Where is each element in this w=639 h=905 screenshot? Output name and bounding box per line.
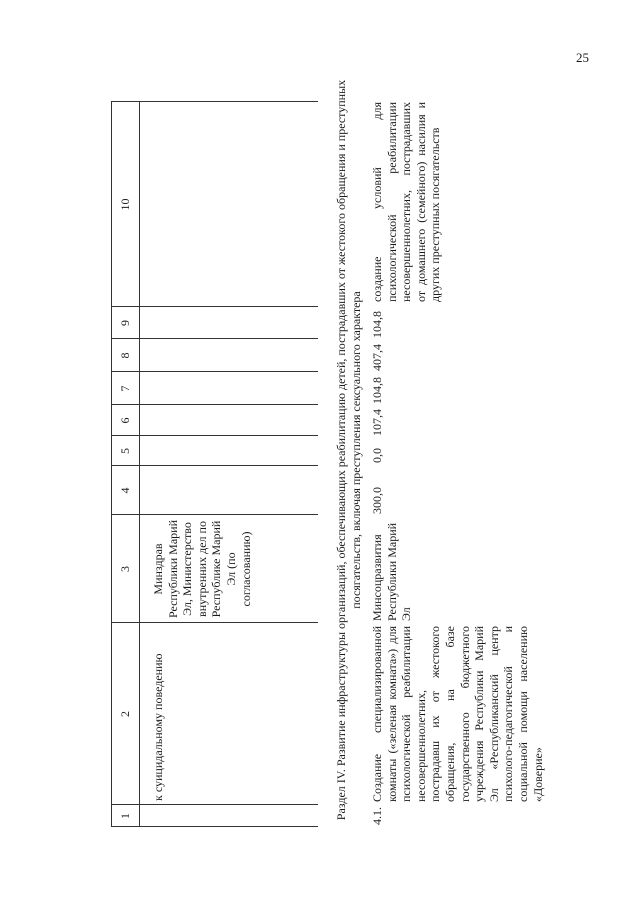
- column-divider: [111, 306, 318, 307]
- continued-row-executor: Минздрав Республики Марий Эл, Министерство внутренних дел по Республике Марий Эл (по согласованию): [151, 519, 253, 619]
- column-header: 2: [118, 711, 132, 717]
- column-header: 5: [118, 448, 132, 454]
- column-divider: [111, 435, 318, 436]
- row-value-col4: 300,0: [370, 487, 384, 514]
- column-divider: [111, 465, 318, 466]
- row-value-col6: 107,4: [370, 409, 384, 436]
- row-value-col8: 407,4: [370, 344, 384, 371]
- row-result: создание условий для психологической реабилитации несовершеннолетних, пострадавших от домашнего (семейного) насилия и других преступных посягательств: [370, 102, 443, 302]
- column-divider: [111, 514, 318, 515]
- row-value-col9: 104,8: [370, 311, 384, 338]
- page-number: 25: [576, 50, 589, 65]
- continued-row-description: к суицидальному поведению: [151, 653, 165, 801]
- column-header: 8: [118, 352, 132, 359]
- column-header: 4: [118, 487, 132, 494]
- row-number: 4.1.: [370, 807, 384, 825]
- section-title: Раздел IV. Развитие инфраструктуры организаций, обеспечивающих реабилитацию детей, пострадавших от жестокого обращения и преступных посягательств, включая преступления сексуального характера: [334, 79, 363, 821]
- column-header: 9: [118, 320, 132, 326]
- column-header: 10: [118, 198, 132, 211]
- row-description: Создание специализированной комнаты («зеленая комната») для психологической реабилитации несовершеннолетних, пострадавш их от жестокого обращения, на базе государственного бюджетного учреждения Республики Марий Эл «Республиканский центр психолого-педагогической и социальной помощи населению «Доверие»: [370, 626, 545, 802]
- row-value-col5: 0,0: [370, 448, 384, 463]
- column-divider: [111, 622, 318, 623]
- row-executor: Минсоцразвития Республики Марий Эл: [370, 522, 414, 621]
- column-divider: [111, 826, 318, 827]
- column-header: 3: [118, 566, 132, 572]
- column-divider: [111, 804, 318, 805]
- column-divider: [111, 101, 318, 102]
- column-divider: [111, 338, 318, 339]
- column-header: 6: [118, 417, 132, 424]
- column-header: 1: [118, 813, 132, 819]
- column-header: 7: [118, 385, 132, 392]
- column-divider: [111, 371, 318, 372]
- row-value-col7: 104,8: [370, 377, 384, 404]
- column-divider: [111, 404, 318, 405]
